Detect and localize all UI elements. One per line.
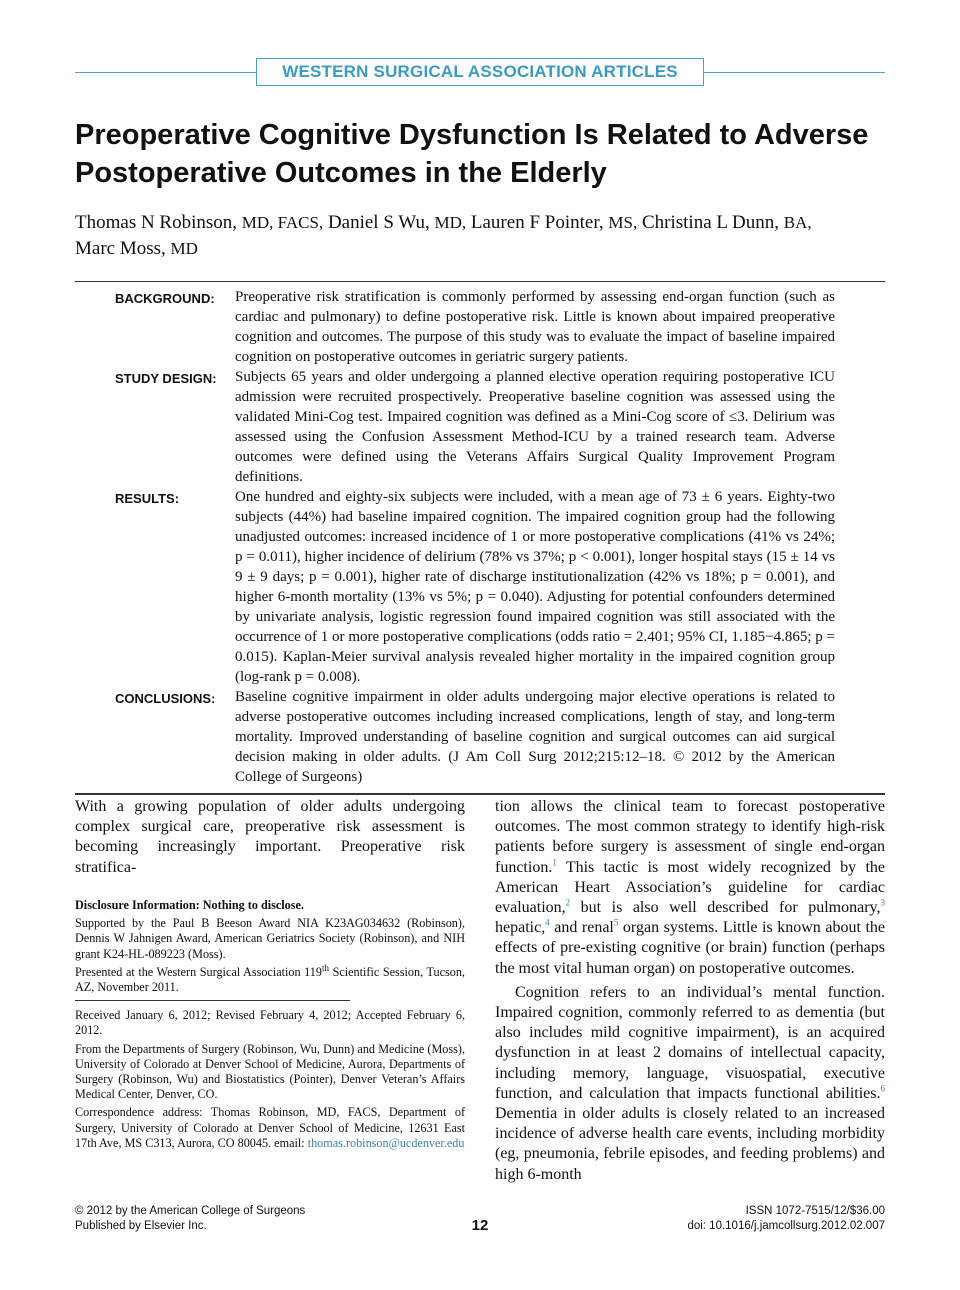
- abstract-text-results: One hundred and eighty-six subjects were included, with a mean age of 73 ± 6 years. Eighty-two subjects (44%) had baseline impaired cognition. The impaired cognition group had the following unadjusted outcomes: increased incidence of 1 or more postoperative complications (41% vs 24%; p = 0.011), higher incidence of delirium (78% vs 37%; p < 0.001), longer hospital stays (15 ± 14 vs 9 ± 9 days; p = 0.001), higher rate of discharge institutionalization (42% vs 18%; p = 0.001), and higher 6-month mortality (13% vs 5%; p = 0.040). Adjusting for potential confounders determined by univariate analysis, logistic regression found impaired cognition was still associated with the occurrence of 1 or more postoperative complications (odds ratio = 2.401; 95% CI, 1.185−4.865; p = 0.015). Kaplan-Meier survival analysis revealed higher mortality in the impaired cognition group (log-rank p = 0.008).: [235, 489, 835, 685]
- author-name: Christina L Dunn,: [641, 212, 780, 233]
- author-degrees: MD: [170, 239, 198, 258]
- disclosure-note: Disclosure Information: Nothing to disclose.: [75, 898, 304, 912]
- reference-link[interactable]: 5: [613, 917, 619, 928]
- footer-doi: doi: 10.1016/j.jamcollsurg.2012.02.007: [687, 1220, 885, 1232]
- author-degrees: MD, FACS,: [241, 213, 324, 232]
- body-column-right: [495, 797, 885, 1185]
- received-note: Received January 6, 2012; Revised February 4, 2012; Accepted February 6, 2012.: [75, 1008, 465, 1038]
- abstract-label-background: BACKGROUND:: [115, 291, 215, 306]
- email-link[interactable]: thomas.robinson@ucdenver.edu: [307, 1135, 465, 1150]
- reference-link[interactable]: 4: [545, 917, 550, 928]
- body-paragraph: With a growing population of older adults undergoing complex surgical care, preoperative risk assessment is becoming increasingly important. Preoperative risk stratifica-: [75, 798, 465, 876]
- body-paragraph: Cognition refers to an individual’s mental function. Impaired cognition, commonly referred to as dementia (but also includes mild cognitive impairment), is an acquired dysfunction in at least 2 domains of intellectual capacity, including memory, language, visuospatial, executive function, and calculation that impacts functional abilities.$^6$ Dementia in older adults is closely related to an increased incidence of adverse health care events, including morbidity (eg, pneumonia, febrile episodes, and feeding problems) and high 6-month: [495, 983, 885, 1183]
- abstract-text-conclusions: Baseline cognitive impairment in older adults undergoing major elective operations is related to adverse postoperative outcomes including increased complications, length of stay, and long-term mortality. Improved understanding of baseline cognition and surgical outcomes can aid surgical decision making in older adults. (J Am Coll Surg 2012;215:12–18. © 2012 by the American College of Surgeons): [235, 689, 835, 785]
- reference-link[interactable]: 2: [565, 897, 571, 908]
- abstract-text-background: Preoperative risk stratification is commonly performed by assessing end-organ function (such as cardiac and pulmonary) to define postoperative risk. Little is known about impaired preoperative cognition and outcomes. The purpose of this study was to evaluate the impact of baseline impaired cognition on postoperative outcomes in geriatric surgery patients.: [235, 289, 835, 365]
- author-name: Daniel S Wu,: [327, 212, 430, 233]
- correspondence-note: Correspondence address: Thomas Robinson, MD, FACS, Department of Surgery, University of Colorado at Denver School of Medicine, 12631 East 17th Ave, MS C313, Aurora, CO 80045. email: thomas.robinson@ucdenver.edu: [75, 1105, 465, 1150]
- abstract-label-conclusions: CONCLUSIONS:: [115, 691, 216, 706]
- footnote-rule: [75, 1000, 350, 1001]
- footer-publisher: Published by Elsevier Inc.: [75, 1220, 207, 1232]
- footnotes: [75, 898, 465, 1154]
- author-degrees: MS,: [608, 213, 638, 232]
- reference-link[interactable]: 3: [880, 897, 885, 908]
- page-number: 12: [471, 1217, 489, 1234]
- body-paragraph: tion allows the clinical team to forecast postoperative outcomes. The most common strategy to identify high-risk patients before surgery is assessment of single end-organ function.$^1$ This tactic is most widely recognized by the American Heart Association’s guideline for cardiac evaluation,$^2$ but is also well described for pulmonary,$^3$ hepatic,$^4$ and renal$^5$ organ systems. Little is known about the effects of pre-existing cognitive (or brain) function (perhaps the most vital human organ) on postoperative outcomes.: [495, 798, 885, 977]
- abstract-text-study-design: Subjects 65 years and older undergoing a planned elective operation requiring postoperative ICU admission were recruited prospectively. Preoperative baseline cognition was assessed using the validated Mini-Cog test. Impaired cognition was defined as a Mini-Cog score of ≤3. Delirium was assessed using the Confusion Assessment Method-ICU by a trained research team. Adverse outcomes were defined using the Veterans Affairs Surgical Quality Improvement Program definitions.: [235, 369, 835, 485]
- footer-right: [687, 1204, 885, 1234]
- author-name: Lauren F Pointer,: [470, 212, 604, 233]
- abstract-label-results: RESULTS:: [115, 491, 180, 506]
- abstract-label-study-design: STUDY DESIGN:: [115, 371, 217, 386]
- funding-note: Supported by the Paul B Beeson Award NIA K23AG034632 (Robinson), Dennis W Jahnigen Award, American Geriatrics Society (Robinson), and NIH grant K24-HL-089223 (Moss).: [75, 916, 465, 961]
- author-degrees: MD,: [434, 213, 467, 232]
- section-banner: WESTERN SURGICAL ASSOCIATION ARTICLES: [256, 58, 704, 86]
- author-name: Marc Moss,: [75, 238, 166, 259]
- presented-note: Presented at the Western Surgical Association 119th Scientific Session, Tucson, AZ, November 2011.: [75, 962, 465, 995]
- footer-copyright: © 2012 by the American College of Surgeons: [75, 1205, 306, 1217]
- article-title: Preoperative Cognitive Dysfunction Is Related to Adverse Postoperative Outcomes in the Elderly: [75, 119, 869, 189]
- author-degrees: BA,: [783, 213, 812, 232]
- reference-link[interactable]: 1: [552, 857, 557, 868]
- affiliations-note: From the Departments of Surgery (Robinson, Wu, Dunn) and Medicine (Moss), University of Colorado at Denver School of Medicine, Aurora, Departments of Surgery (Robinson, Wu) and Biostatistics (Pointer), Denver Veteran’s Affairs Medical Center, Denver, CO.: [75, 1041, 465, 1102]
- body-column-left: [75, 797, 465, 878]
- footer-left: [75, 1204, 305, 1234]
- reference-link[interactable]: 6: [880, 1083, 885, 1094]
- footer-issn: ISSN 1072-7515/12/$36.00: [745, 1205, 885, 1217]
- author-list: [75, 210, 885, 262]
- abstract: [75, 281, 885, 795]
- author-name: Thomas N Robinson,: [75, 212, 238, 233]
